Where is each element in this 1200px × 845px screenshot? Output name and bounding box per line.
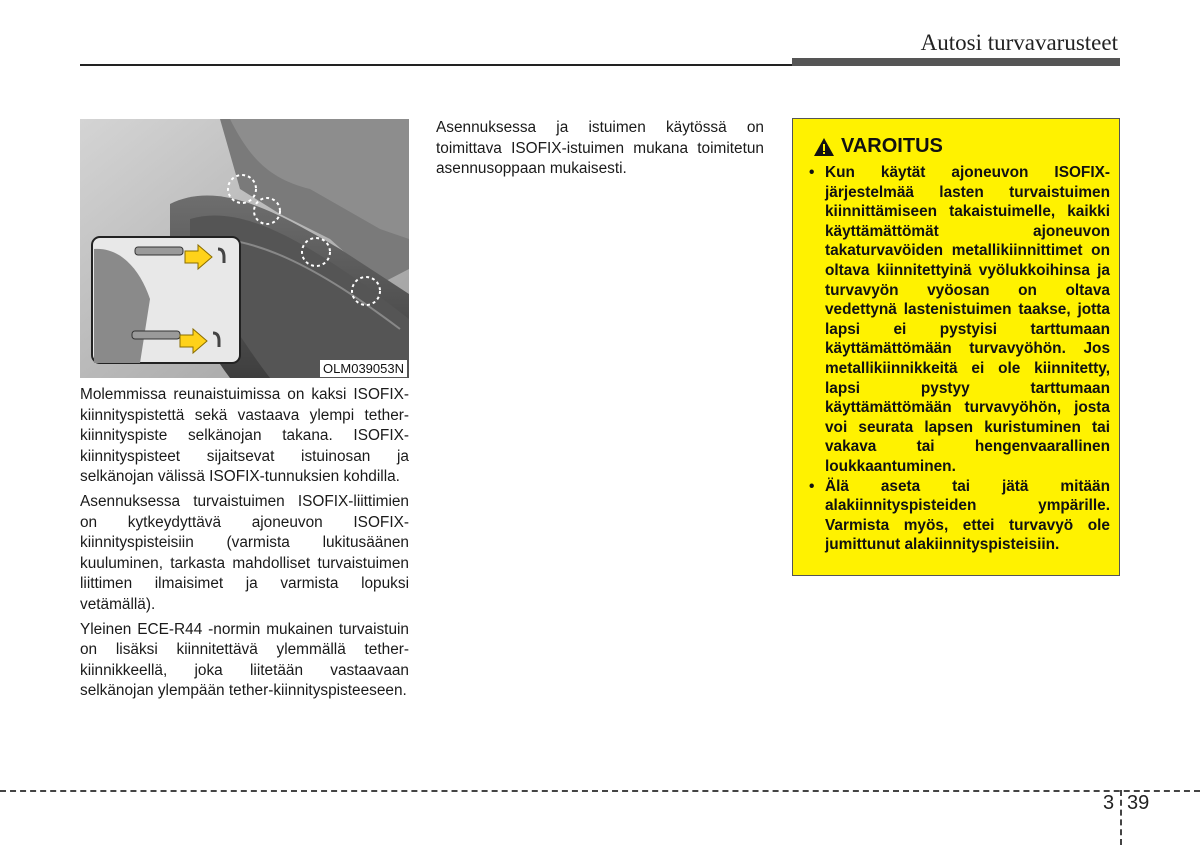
paragraph: Molemmissa reunaistuimissa on kaksi ISOFIX-kiinnityspistettä sekä vastaava ylempi tether-kiinnityspiste selkänojan takana. ISOFIX-kiinnityspisteet sijaitsevat istuinosan ja selkänojan välissä ISOFIX-tunnuksien kohdilla. — [80, 386, 409, 486]
body-column-1 — [80, 385, 409, 706]
warning-item — [809, 477, 1110, 555]
page-number: 39 — [1127, 792, 1150, 814]
figure-code: OLM039053N — [320, 360, 407, 377]
footer-divider — [1120, 790, 1122, 845]
rear-seat-drawing — [80, 119, 409, 378]
paragraph: Yleinen ECE-R44 -normin mukainen turvaistuin on lisäksi kiinnitettävä ylemmällä tether-kiinnikkeellä, joka liitetään vastaavaan selkänojan ylempään tether-kiinnityspisteeseen. — [80, 620, 409, 700]
warning-header — [813, 135, 943, 158]
footer-rule — [0, 790, 1200, 792]
running-header: Autosi turvavarusteet — [920, 30, 1118, 55]
body-column-2 — [436, 118, 764, 184]
warning-list — [809, 163, 1110, 555]
isofix-illustration — [80, 119, 409, 378]
warning-item — [809, 163, 1110, 477]
header-accent-bar — [792, 58, 1120, 66]
bullet: • — [809, 477, 815, 495]
chapter-number: 3 — [1103, 792, 1115, 814]
warning-box — [792, 118, 1120, 576]
warning-item-text: Älä aseta tai jätä mitään alakiinnityspisteiden ympärille. Varmista myös, ettei turvavyö ole jumittunut alakiinnityspisteisiin. — [825, 477, 1110, 554]
paragraph: Asennuksessa ja istuimen käytössä on toimittava ISOFIX-istuimen mukana toimitetun asennusoppaan mukaisesti. — [436, 119, 764, 178]
bullet: • — [809, 164, 815, 181]
warning-item-text: Kun käytät ajoneuvon ISOFIX-järjestelmää lasten turvaistuimen kiinnittämiseen takaistuimelle, kaikki käyttämättömät ajoneuvon takaturvavöiden metallikiinnittimet on oltava kiinnitettyinä vyölukkoihinsa ja turvavyön vyöosan on oltava vedettynä lastenistuimen taakse, jotta lapsi ei pystyisi tarttumaan käyttämättömään turvavyöhön. Jos metallikiinnikkeitä ei ole kiinnitetty, lapsi pystyy tarttumaan käyttämättömään turvavyöhön, josta voi seurata lapsen kuristuminen tai vakava tai hengenvaarallinen loukkaantuminen. — [825, 164, 1110, 475]
warning-title: VAROITUS — [841, 135, 943, 157]
warning-triangle-icon — [813, 137, 835, 157]
paragraph: Asennuksessa turvaistuimen ISOFIX-liittimien on kytkeydyttävä ajoneuvon ISOFIX-kiinnityspisteisiin (varmista lukitusäänen kuuluminen, tarkasta mahdolliset turvaistuimen liittimen ilmaisimet ja varmista lopuksi vetämällä). — [80, 492, 409, 613]
